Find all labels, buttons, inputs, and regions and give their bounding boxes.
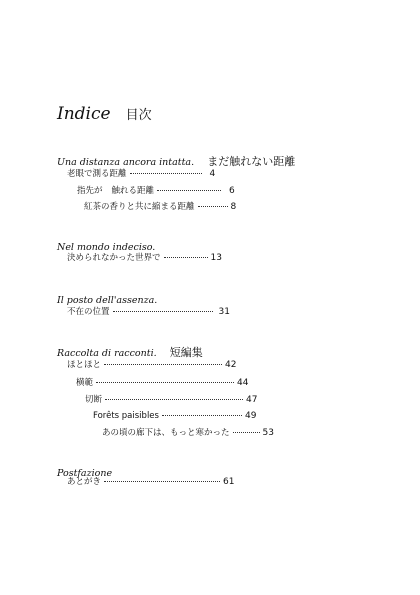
entry-label: 指先が bbox=[77, 186, 103, 196]
entry-page: 4 bbox=[209, 169, 216, 179]
entry-page: 53 bbox=[262, 428, 274, 438]
leader-dots bbox=[233, 432, 260, 433]
entry-page: 8 bbox=[230, 202, 237, 212]
entry-page: 42 bbox=[225, 360, 237, 370]
entry-label: あの頃の廊下は、もっと寒かった bbox=[102, 428, 230, 438]
section-title-latin: Postfazione bbox=[57, 468, 113, 479]
toc-entry[interactable] bbox=[67, 252, 222, 264]
toc-entry[interactable] bbox=[77, 185, 235, 197]
entry-page: 13 bbox=[210, 253, 222, 263]
leader-dots bbox=[130, 173, 202, 174]
toc-title-latin: Indice bbox=[57, 104, 111, 124]
leader-dots bbox=[164, 257, 208, 258]
section-title-japanese: 短編集 bbox=[169, 346, 203, 359]
entry-page: 49 bbox=[244, 411, 257, 421]
entry-label: 触れる距離 bbox=[111, 186, 155, 196]
entry-label: 紅茶の香りと共に縮まる距離 bbox=[84, 202, 195, 212]
leader-dots bbox=[104, 481, 220, 482]
toc-entry[interactable] bbox=[93, 410, 256, 422]
entry-page: 6 bbox=[229, 186, 235, 196]
entry-label: 決められなかった世界で bbox=[67, 253, 161, 263]
toc-entry[interactable] bbox=[67, 168, 215, 180]
toc-entry[interactable] bbox=[85, 394, 257, 406]
section-heading bbox=[57, 341, 203, 360]
entry-label: あとがき bbox=[67, 477, 102, 487]
entry-page: 31 bbox=[218, 307, 230, 317]
entry-label: 切断 bbox=[85, 395, 103, 405]
leader-dots bbox=[105, 399, 243, 400]
leader-dots bbox=[113, 311, 213, 312]
toc-entry[interactable] bbox=[67, 306, 230, 318]
section-heading bbox=[57, 150, 295, 169]
toc-title-japanese: 目次 bbox=[125, 108, 152, 123]
entry-page: 61 bbox=[223, 477, 235, 487]
section-title-latin: Il posto dell'assenza. bbox=[57, 295, 158, 306]
leader-dots bbox=[157, 190, 221, 191]
entry-page: 47 bbox=[246, 395, 258, 405]
section-title-japanese: まだ触れない距離 bbox=[207, 155, 296, 168]
toc-entry[interactable] bbox=[76, 377, 248, 389]
leader-dots bbox=[104, 364, 222, 365]
leader-dots bbox=[198, 206, 228, 207]
toc-entry[interactable] bbox=[102, 427, 274, 439]
entry-label: Forêts paisibles bbox=[93, 411, 159, 421]
toc-entry[interactable] bbox=[84, 201, 236, 213]
entry-label: 老眼で測る距離 bbox=[67, 169, 127, 179]
entry-label: 横範 bbox=[76, 378, 94, 388]
section-title-latin: Nel mondo indeciso. bbox=[57, 242, 156, 253]
entry-label: ほとほと bbox=[67, 360, 102, 370]
leader-dots bbox=[96, 382, 234, 383]
toc-title bbox=[57, 104, 152, 124]
section-title-latin: Raccolta di racconti. bbox=[57, 348, 157, 359]
section-title-latin: Una distanza ancora intatta. bbox=[57, 157, 195, 168]
leader-dots bbox=[162, 415, 242, 416]
toc-entry[interactable] bbox=[67, 476, 234, 488]
entry-label: 不在の位置 bbox=[67, 307, 110, 317]
toc-entry[interactable] bbox=[67, 359, 236, 371]
section-heading bbox=[57, 288, 157, 307]
entry-page: 44 bbox=[237, 378, 249, 388]
